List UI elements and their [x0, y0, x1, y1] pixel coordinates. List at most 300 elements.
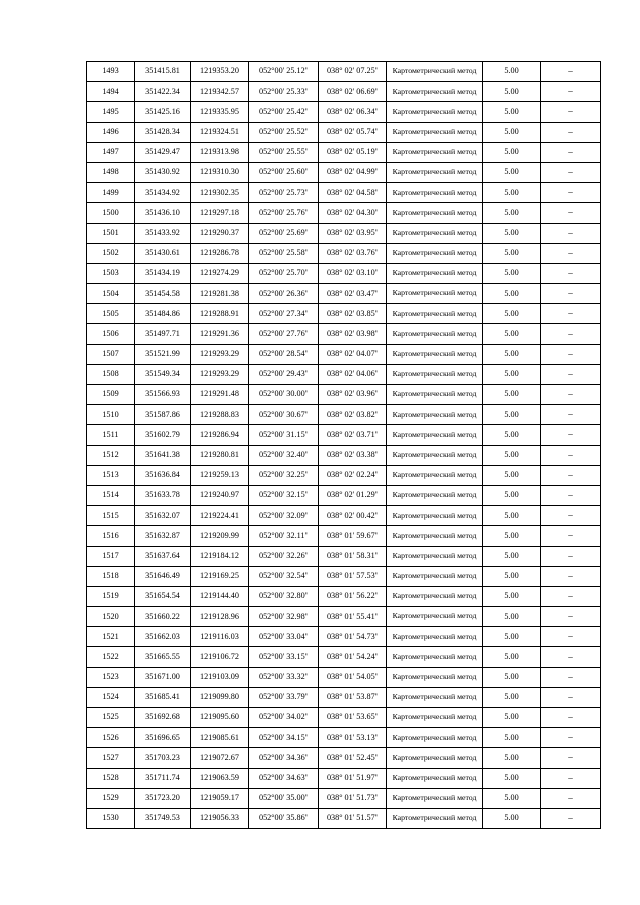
longitude-cell: 038° 01' 59.67"	[319, 526, 387, 546]
accuracy-cell: 5.00	[483, 788, 541, 808]
remark-cell: –	[541, 62, 601, 82]
method-cell: Картометрический метод	[387, 364, 483, 384]
accuracy-cell: 5.00	[483, 526, 541, 546]
x-coordinate-cell: 351433.92	[135, 223, 191, 243]
longitude-cell: 038° 01' 54.05"	[319, 667, 387, 687]
y-coordinate-cell: 1219209.99	[191, 526, 249, 546]
accuracy-cell: 5.00	[483, 102, 541, 122]
method-cell: Картометрический метод	[387, 465, 483, 485]
accuracy-cell: 5.00	[483, 263, 541, 283]
latitude-cell: 052°00' 25.70"	[249, 263, 319, 283]
remark-cell: –	[541, 667, 601, 687]
y-coordinate-cell: 1219342.57	[191, 82, 249, 102]
x-coordinate-cell: 351430.61	[135, 243, 191, 263]
longitude-cell: 038° 01' 53.65"	[319, 708, 387, 728]
remark-cell: –	[541, 728, 601, 748]
point-number-cell: 1523	[87, 667, 135, 687]
x-coordinate-cell: 351434.19	[135, 263, 191, 283]
point-number-cell: 1522	[87, 647, 135, 667]
latitude-cell: 052°00' 33.32"	[249, 667, 319, 687]
table-row	[87, 546, 601, 566]
y-coordinate-cell: 1219259.13	[191, 465, 249, 485]
table-row	[87, 667, 601, 687]
point-number-cell: 1509	[87, 385, 135, 405]
latitude-cell: 052°00' 34.15"	[249, 728, 319, 748]
remark-cell: –	[541, 808, 601, 828]
point-number-cell: 1497	[87, 142, 135, 162]
remark-cell: –	[541, 203, 601, 223]
latitude-cell: 052°00' 34.63"	[249, 768, 319, 788]
method-cell: Картометрический метод	[387, 425, 483, 445]
method-cell: Картометрический метод	[387, 183, 483, 203]
remark-cell: –	[541, 142, 601, 162]
table-row	[87, 768, 601, 788]
x-coordinate-cell: 351637.64	[135, 546, 191, 566]
table-row	[87, 263, 601, 283]
latitude-cell: 052°00' 25.33"	[249, 82, 319, 102]
longitude-cell: 038° 02' 05.74"	[319, 122, 387, 142]
method-cell: Картометрический метод	[387, 708, 483, 728]
remark-cell: –	[541, 708, 601, 728]
method-cell: Картометрический метод	[387, 385, 483, 405]
longitude-cell: 038° 02' 03.10"	[319, 263, 387, 283]
point-number-cell: 1524	[87, 687, 135, 707]
x-coordinate-cell: 351602.79	[135, 425, 191, 445]
point-number-cell: 1530	[87, 808, 135, 828]
y-coordinate-cell: 1219286.78	[191, 243, 249, 263]
x-coordinate-cell: 351671.00	[135, 667, 191, 687]
longitude-cell: 038° 01' 57.53"	[319, 566, 387, 586]
latitude-cell: 052°00' 25.69"	[249, 223, 319, 243]
y-coordinate-cell: 1219288.83	[191, 405, 249, 425]
latitude-cell: 052°00' 28.54"	[249, 344, 319, 364]
accuracy-cell: 5.00	[483, 223, 541, 243]
longitude-cell: 038° 02' 05.19"	[319, 142, 387, 162]
accuracy-cell: 5.00	[483, 82, 541, 102]
longitude-cell: 038° 02' 04.99"	[319, 162, 387, 182]
remark-cell: –	[541, 425, 601, 445]
method-cell: Картометрический метод	[387, 284, 483, 304]
remark-cell: –	[541, 748, 601, 768]
method-cell: Картометрический метод	[387, 102, 483, 122]
method-cell: Картометрический метод	[387, 728, 483, 748]
y-coordinate-cell: 1219099.80	[191, 687, 249, 707]
point-number-cell: 1520	[87, 607, 135, 627]
method-cell: Картометрический метод	[387, 808, 483, 828]
accuracy-cell: 5.00	[483, 768, 541, 788]
x-coordinate-cell: 351497.71	[135, 324, 191, 344]
method-cell: Картометрический метод	[387, 647, 483, 667]
table-row	[87, 445, 601, 465]
table-row	[87, 122, 601, 142]
accuracy-cell: 5.00	[483, 546, 541, 566]
longitude-cell: 038° 02' 04.30"	[319, 203, 387, 223]
method-cell: Картометрический метод	[387, 82, 483, 102]
point-number-cell: 1529	[87, 788, 135, 808]
table-row	[87, 223, 601, 243]
y-coordinate-cell: 1219297.18	[191, 203, 249, 223]
latitude-cell: 052°00' 32.25"	[249, 465, 319, 485]
longitude-cell: 038° 02' 03.82"	[319, 405, 387, 425]
method-cell: Картометрический метод	[387, 485, 483, 505]
longitude-cell: 038° 01' 58.31"	[319, 546, 387, 566]
table-row	[87, 385, 601, 405]
point-number-cell: 1525	[87, 708, 135, 728]
accuracy-cell: 5.00	[483, 122, 541, 142]
method-cell: Картометрический метод	[387, 263, 483, 283]
longitude-cell: 038° 02' 03.71"	[319, 425, 387, 445]
latitude-cell: 052°00' 25.52"	[249, 122, 319, 142]
remark-cell: –	[541, 82, 601, 102]
point-number-cell: 1503	[87, 263, 135, 283]
accuracy-cell: 5.00	[483, 607, 541, 627]
remark-cell: –	[541, 627, 601, 647]
latitude-cell: 052°00' 31.15"	[249, 425, 319, 445]
table-row	[87, 102, 601, 122]
x-coordinate-cell: 351662.03	[135, 627, 191, 647]
longitude-cell: 038° 02' 07.25"	[319, 62, 387, 82]
coordinates-table	[86, 61, 601, 829]
point-number-cell: 1498	[87, 162, 135, 182]
x-coordinate-cell: 351587.86	[135, 405, 191, 425]
accuracy-cell: 5.00	[483, 385, 541, 405]
method-cell: Картометрический метод	[387, 506, 483, 526]
y-coordinate-cell: 1219293.29	[191, 344, 249, 364]
table-row	[87, 203, 601, 223]
x-coordinate-cell: 351436.10	[135, 203, 191, 223]
remark-cell: –	[541, 405, 601, 425]
accuracy-cell: 5.00	[483, 62, 541, 82]
latitude-cell: 052°00' 32.54"	[249, 566, 319, 586]
method-cell: Картометрический метод	[387, 223, 483, 243]
y-coordinate-cell: 1219288.91	[191, 304, 249, 324]
latitude-cell: 052°00' 30.67"	[249, 405, 319, 425]
latitude-cell: 052°00' 32.80"	[249, 586, 319, 606]
longitude-cell: 038° 02' 03.98"	[319, 324, 387, 344]
table-row	[87, 627, 601, 647]
table-row	[87, 425, 601, 445]
accuracy-cell: 5.00	[483, 647, 541, 667]
x-coordinate-cell: 351549.34	[135, 364, 191, 384]
longitude-cell: 038° 02' 04.06"	[319, 364, 387, 384]
remark-cell: –	[541, 607, 601, 627]
latitude-cell: 052°00' 25.76"	[249, 203, 319, 223]
table-row	[87, 748, 601, 768]
y-coordinate-cell: 1219293.29	[191, 364, 249, 384]
longitude-cell: 038° 02' 03.76"	[319, 243, 387, 263]
method-cell: Картометрический метод	[387, 607, 483, 627]
method-cell: Картометрический метод	[387, 627, 483, 647]
latitude-cell: 052°00' 25.12"	[249, 62, 319, 82]
accuracy-cell: 5.00	[483, 405, 541, 425]
y-coordinate-cell: 1219335.95	[191, 102, 249, 122]
y-coordinate-cell: 1219056.33	[191, 808, 249, 828]
remark-cell: –	[541, 768, 601, 788]
method-cell: Картометрический метод	[387, 344, 483, 364]
table-row	[87, 808, 601, 828]
remark-cell: –	[541, 344, 601, 364]
table-row	[87, 728, 601, 748]
table-row	[87, 243, 601, 263]
point-number-cell: 1516	[87, 526, 135, 546]
y-coordinate-cell: 1219103.09	[191, 667, 249, 687]
accuracy-cell: 5.00	[483, 162, 541, 182]
table-row	[87, 586, 601, 606]
latitude-cell: 052°00' 25.60"	[249, 162, 319, 182]
method-cell: Картометрический метод	[387, 62, 483, 82]
x-coordinate-cell: 351692.68	[135, 708, 191, 728]
point-number-cell: 1514	[87, 485, 135, 505]
table-row	[87, 364, 601, 384]
longitude-cell: 038° 01' 53.87"	[319, 687, 387, 707]
x-coordinate-cell: 351434.92	[135, 183, 191, 203]
table-row	[87, 647, 601, 667]
remark-cell: –	[541, 102, 601, 122]
remark-cell: –	[541, 465, 601, 485]
x-coordinate-cell: 351723.20	[135, 788, 191, 808]
table-row	[87, 526, 601, 546]
point-number-cell: 1502	[87, 243, 135, 263]
point-number-cell: 1504	[87, 284, 135, 304]
table-row	[87, 506, 601, 526]
remark-cell: –	[541, 122, 601, 142]
accuracy-cell: 5.00	[483, 485, 541, 505]
latitude-cell: 052°00' 32.26"	[249, 546, 319, 566]
longitude-cell: 038° 02' 01.29"	[319, 485, 387, 505]
x-coordinate-cell: 351429.47	[135, 142, 191, 162]
accuracy-cell: 5.00	[483, 243, 541, 263]
point-number-cell: 1496	[87, 122, 135, 142]
longitude-cell: 038° 02' 03.95"	[319, 223, 387, 243]
point-number-cell: 1507	[87, 344, 135, 364]
accuracy-cell: 5.00	[483, 344, 541, 364]
accuracy-cell: 5.00	[483, 808, 541, 828]
point-number-cell: 1495	[87, 102, 135, 122]
point-number-cell: 1505	[87, 304, 135, 324]
latitude-cell: 052°00' 26.36"	[249, 284, 319, 304]
latitude-cell: 052°00' 29.43"	[249, 364, 319, 384]
table-row	[87, 708, 601, 728]
x-coordinate-cell: 351521.99	[135, 344, 191, 364]
method-cell: Картометрический метод	[387, 405, 483, 425]
accuracy-cell: 5.00	[483, 425, 541, 445]
y-coordinate-cell: 1219302.35	[191, 183, 249, 203]
accuracy-cell: 5.00	[483, 203, 541, 223]
longitude-cell: 038° 01' 54.24"	[319, 647, 387, 667]
x-coordinate-cell: 351646.49	[135, 566, 191, 586]
method-cell: Картометрический метод	[387, 142, 483, 162]
x-coordinate-cell: 351685.41	[135, 687, 191, 707]
latitude-cell: 052°00' 33.79"	[249, 687, 319, 707]
y-coordinate-cell: 1219116.03	[191, 627, 249, 647]
remark-cell: –	[541, 263, 601, 283]
point-number-cell: 1527	[87, 748, 135, 768]
accuracy-cell: 5.00	[483, 142, 541, 162]
method-cell: Картометрический метод	[387, 586, 483, 606]
x-coordinate-cell: 351633.78	[135, 485, 191, 505]
remark-cell: –	[541, 223, 601, 243]
longitude-cell: 038° 01' 51.73"	[319, 788, 387, 808]
method-cell: Картометрический метод	[387, 566, 483, 586]
accuracy-cell: 5.00	[483, 284, 541, 304]
accuracy-cell: 5.00	[483, 627, 541, 647]
method-cell: Картометрический метод	[387, 445, 483, 465]
table-row	[87, 62, 601, 82]
accuracy-cell: 5.00	[483, 667, 541, 687]
point-number-cell: 1511	[87, 425, 135, 445]
accuracy-cell: 5.00	[483, 566, 541, 586]
remark-cell: –	[541, 183, 601, 203]
longitude-cell: 038° 02' 03.85"	[319, 304, 387, 324]
accuracy-cell: 5.00	[483, 708, 541, 728]
longitude-cell: 038° 02' 04.58"	[319, 183, 387, 203]
latitude-cell: 052°00' 35.00"	[249, 788, 319, 808]
latitude-cell: 052°00' 33.04"	[249, 627, 319, 647]
point-number-cell: 1519	[87, 586, 135, 606]
longitude-cell: 038° 02' 03.38"	[319, 445, 387, 465]
y-coordinate-cell: 1219184.12	[191, 546, 249, 566]
longitude-cell: 038° 02' 04.07"	[319, 344, 387, 364]
accuracy-cell: 5.00	[483, 445, 541, 465]
longitude-cell: 038° 01' 53.13"	[319, 728, 387, 748]
x-coordinate-cell: 351703.23	[135, 748, 191, 768]
x-coordinate-cell: 351422.34	[135, 82, 191, 102]
longitude-cell: 038° 01' 51.97"	[319, 768, 387, 788]
table-row	[87, 607, 601, 627]
remark-cell: –	[541, 526, 601, 546]
method-cell: Картометрический метод	[387, 162, 483, 182]
remark-cell: –	[541, 284, 601, 304]
method-cell: Картометрический метод	[387, 748, 483, 768]
remark-cell: –	[541, 586, 601, 606]
method-cell: Картометрический метод	[387, 122, 483, 142]
x-coordinate-cell: 351632.07	[135, 506, 191, 526]
point-number-cell: 1506	[87, 324, 135, 344]
latitude-cell: 052°00' 34.36"	[249, 748, 319, 768]
table-row	[87, 788, 601, 808]
table-row	[87, 324, 601, 344]
latitude-cell: 052°00' 27.76"	[249, 324, 319, 344]
accuracy-cell: 5.00	[483, 183, 541, 203]
longitude-cell: 038° 02' 06.69"	[319, 82, 387, 102]
x-coordinate-cell: 351454.58	[135, 284, 191, 304]
x-coordinate-cell: 351632.87	[135, 526, 191, 546]
y-coordinate-cell: 1219095.60	[191, 708, 249, 728]
accuracy-cell: 5.00	[483, 586, 541, 606]
x-coordinate-cell: 351696.65	[135, 728, 191, 748]
y-coordinate-cell: 1219313.98	[191, 142, 249, 162]
remark-cell: –	[541, 788, 601, 808]
method-cell: Картометрический метод	[387, 768, 483, 788]
x-coordinate-cell: 351749.53	[135, 808, 191, 828]
point-number-cell: 1499	[87, 183, 135, 203]
table-row	[87, 465, 601, 485]
longitude-cell: 038° 02' 03.47"	[319, 284, 387, 304]
remark-cell: –	[541, 566, 601, 586]
latitude-cell: 052°00' 25.73"	[249, 183, 319, 203]
remark-cell: –	[541, 162, 601, 182]
y-coordinate-cell: 1219072.67	[191, 748, 249, 768]
table-row	[87, 566, 601, 586]
point-number-cell: 1518	[87, 566, 135, 586]
remark-cell: –	[541, 485, 601, 505]
point-number-cell: 1508	[87, 364, 135, 384]
method-cell: Картометрический метод	[387, 687, 483, 707]
longitude-cell: 038° 01' 54.73"	[319, 627, 387, 647]
y-coordinate-cell: 1219128.96	[191, 607, 249, 627]
y-coordinate-cell: 1219274.29	[191, 263, 249, 283]
point-number-cell: 1521	[87, 627, 135, 647]
table-row	[87, 183, 601, 203]
latitude-cell: 052°00' 32.40"	[249, 445, 319, 465]
remark-cell: –	[541, 647, 601, 667]
y-coordinate-cell: 1219144.40	[191, 586, 249, 606]
latitude-cell: 052°00' 34.02"	[249, 708, 319, 728]
point-number-cell: 1517	[87, 546, 135, 566]
x-coordinate-cell: 351641.38	[135, 445, 191, 465]
table-row	[87, 142, 601, 162]
remark-cell: –	[541, 687, 601, 707]
x-coordinate-cell: 351415.81	[135, 62, 191, 82]
longitude-cell: 038° 01' 51.57"	[319, 808, 387, 828]
table-row	[87, 304, 601, 324]
accuracy-cell: 5.00	[483, 304, 541, 324]
y-coordinate-cell: 1219280.81	[191, 445, 249, 465]
x-coordinate-cell: 351636.84	[135, 465, 191, 485]
y-coordinate-cell: 1219085.61	[191, 728, 249, 748]
table-body	[87, 62, 601, 829]
longitude-cell: 038° 01' 55.41"	[319, 607, 387, 627]
point-number-cell: 1512	[87, 445, 135, 465]
accuracy-cell: 5.00	[483, 506, 541, 526]
accuracy-cell: 5.00	[483, 728, 541, 748]
method-cell: Картометрический метод	[387, 304, 483, 324]
latitude-cell: 052°00' 32.11"	[249, 526, 319, 546]
y-coordinate-cell: 1219169.25	[191, 566, 249, 586]
y-coordinate-cell: 1219290.37	[191, 223, 249, 243]
latitude-cell: 052°00' 25.42"	[249, 102, 319, 122]
latitude-cell: 052°00' 25.55"	[249, 142, 319, 162]
remark-cell: –	[541, 445, 601, 465]
method-cell: Картометрический метод	[387, 203, 483, 223]
x-coordinate-cell: 351484.86	[135, 304, 191, 324]
table-row	[87, 82, 601, 102]
y-coordinate-cell: 1219063.59	[191, 768, 249, 788]
table-row	[87, 344, 601, 364]
y-coordinate-cell: 1219353.20	[191, 62, 249, 82]
accuracy-cell: 5.00	[483, 324, 541, 344]
method-cell: Картометрический метод	[387, 788, 483, 808]
x-coordinate-cell: 351654.54	[135, 586, 191, 606]
point-number-cell: 1494	[87, 82, 135, 102]
y-coordinate-cell: 1219224.41	[191, 506, 249, 526]
y-coordinate-cell: 1219310.30	[191, 162, 249, 182]
x-coordinate-cell: 351711.74	[135, 768, 191, 788]
remark-cell: –	[541, 385, 601, 405]
y-coordinate-cell: 1219240.97	[191, 485, 249, 505]
remark-cell: –	[541, 506, 601, 526]
latitude-cell: 052°00' 25.58"	[249, 243, 319, 263]
point-number-cell: 1500	[87, 203, 135, 223]
table-row	[87, 284, 601, 304]
point-number-cell: 1493	[87, 62, 135, 82]
x-coordinate-cell: 351660.22	[135, 607, 191, 627]
method-cell: Картометрический метод	[387, 546, 483, 566]
y-coordinate-cell: 1219291.48	[191, 385, 249, 405]
table-row	[87, 405, 601, 425]
y-coordinate-cell: 1219291.36	[191, 324, 249, 344]
y-coordinate-cell: 1219324.51	[191, 122, 249, 142]
